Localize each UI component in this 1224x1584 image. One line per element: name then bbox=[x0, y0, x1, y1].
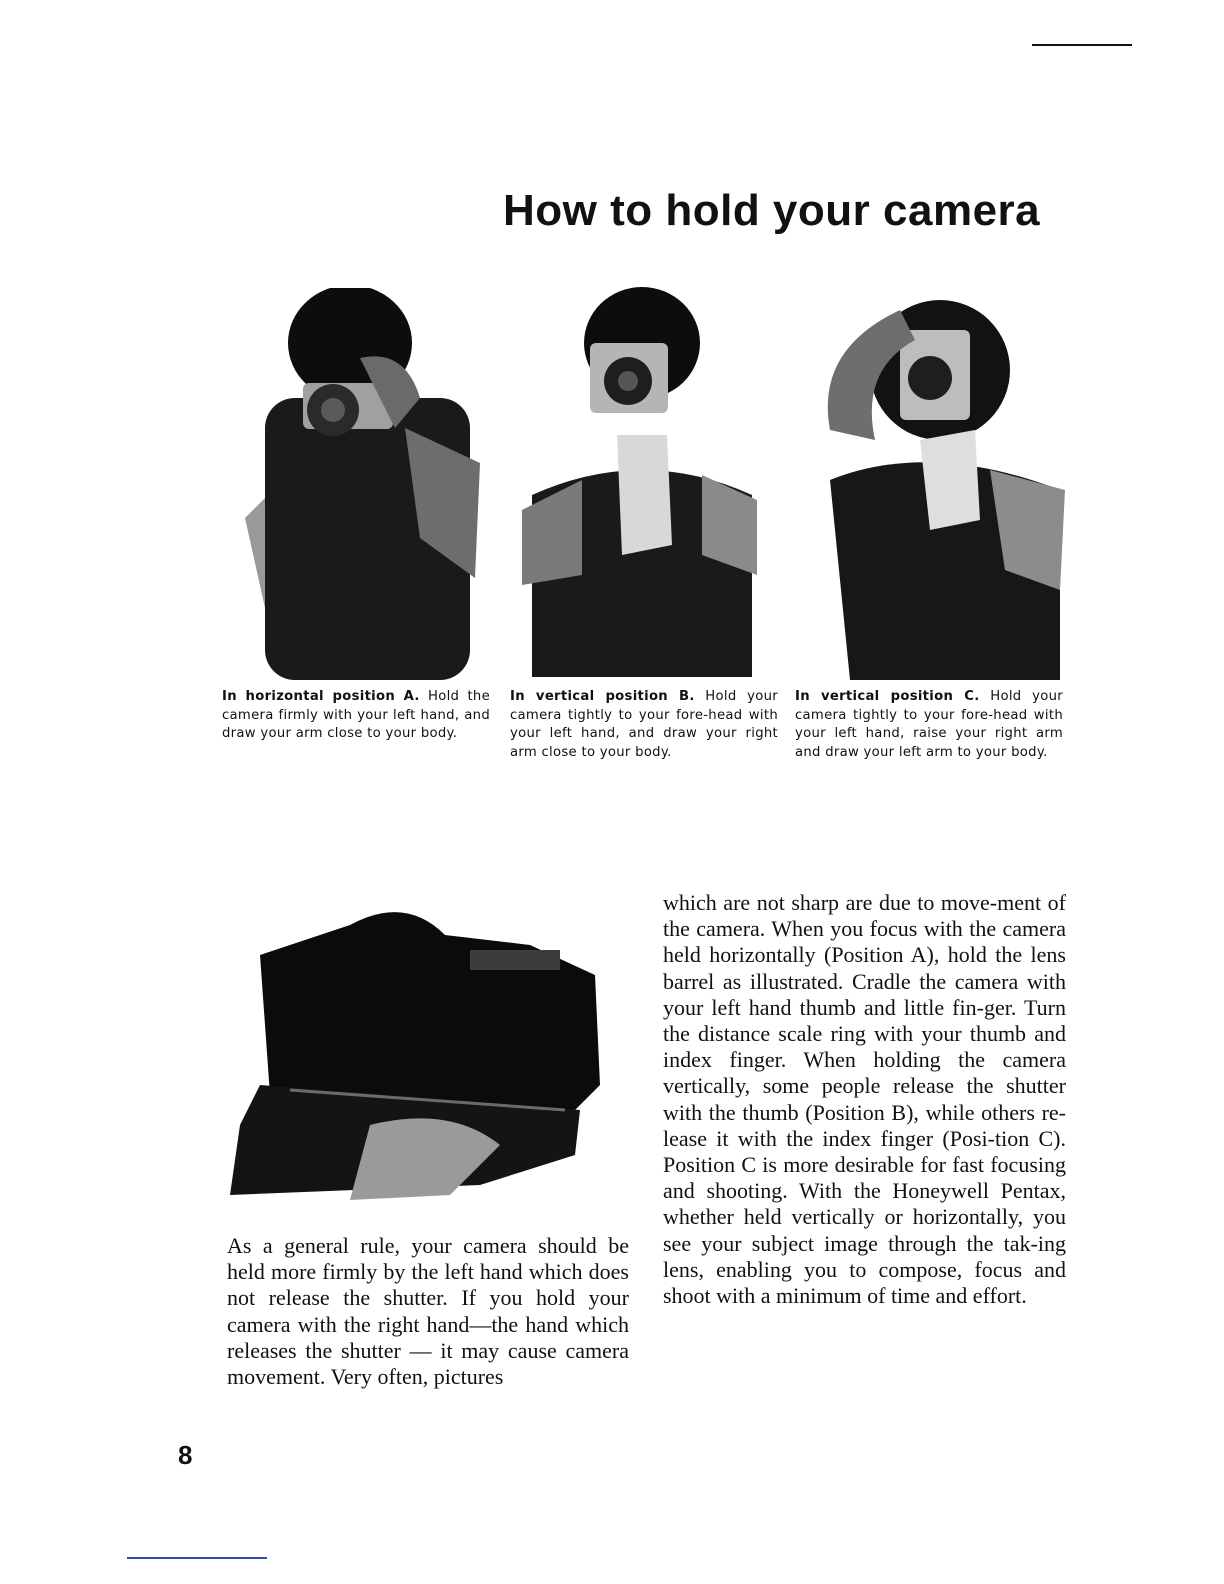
caption-lead: In vertical position B. bbox=[510, 689, 695, 704]
caption-lead: In vertical position C. bbox=[795, 689, 980, 704]
top-rule bbox=[1032, 44, 1132, 46]
photo-vertical-position-c bbox=[790, 290, 1065, 680]
photo-horizontal-position-a bbox=[245, 288, 490, 680]
page-title: How to hold your camera bbox=[503, 186, 1041, 235]
photo-camera-in-hand bbox=[230, 895, 615, 1205]
caption-position-a bbox=[222, 688, 490, 744]
caption-position-c bbox=[795, 688, 1063, 762]
body-text-right: which are not sharp are due to move-ment of the camera. When you focus with the camera held horizontally (Position A), hold the lens barrel as illustrated. Cradle the camera with your left hand thumb and little fin-ger. Turn the distance scale ring with your thumb and index finger. When holding the camera vertically, some people release the shutter with the thumb (Position B), while others re-lease it with the index finger (Posi-tion C). Position C is more desirable for fast focusing and shooting. With the Honeywell Pentax, whether held vertically or horizontally, you see your subject image through the tak-ing lens, enabling you to compose, focus and shoot with a minimum of time and effort. bbox=[663, 890, 1066, 1309]
caption-text: Hold your camera tightly to your fore-head with your left hand, raise your right arm and draw your left arm to your body. bbox=[795, 689, 1063, 760]
page-number: 8 bbox=[178, 1440, 193, 1470]
caption-position-b bbox=[510, 688, 778, 762]
photo-vertical-position-b bbox=[522, 285, 762, 677]
caption-text: Hold the camera firmly with your left hand, and draw your arm close to your body. bbox=[222, 689, 490, 741]
caption-text: Hold your camera tightly to your fore-head with your left hand, and draw your right arm close to your body. bbox=[510, 689, 778, 760]
caption-lead: In horizontal position A. bbox=[222, 689, 420, 704]
body-text-left: As a general rule, your camera should be held more firmly by the left hand which does not release the shutter. If you hold your camera with the right hand—the hand which releases the shutter — it may cause camera movement. Very often, pictures bbox=[227, 1233, 629, 1390]
bottom-rule bbox=[127, 1557, 267, 1559]
